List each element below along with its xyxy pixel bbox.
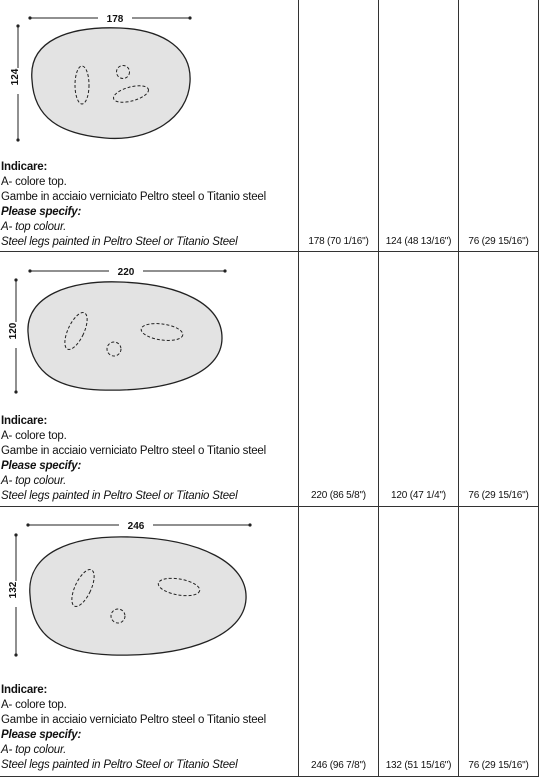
height-cell: 76 (29 15/16") bbox=[468, 760, 529, 771]
depth-cell: 120 (47 1/4") bbox=[391, 490, 446, 501]
order-notes bbox=[1, 683, 266, 773]
note-heading-italian: Indicare: bbox=[1, 415, 48, 427]
note-line: A- colore top. bbox=[1, 430, 67, 442]
depth-dimension-label: 124 bbox=[10, 68, 21, 86]
note-line: Gambe in acciaio verniciato Peltro steel o Titanio steel bbox=[1, 714, 266, 726]
table-top-diagram bbox=[0, 0, 298, 160]
note-line: A- top colour. bbox=[1, 475, 67, 487]
note-heading-english: Please specify: bbox=[1, 206, 82, 218]
note-line: Steel legs painted in Peltro Steel or Titanio Steel bbox=[1, 759, 238, 771]
width-cell: 246 (96 7/8") bbox=[311, 760, 366, 771]
width-cell: 178 (70 1/16") bbox=[308, 236, 369, 247]
note-line: Steel legs painted in Peltro Steel or Titanio Steel bbox=[1, 490, 238, 502]
note-heading-italian: Indicare: bbox=[1, 684, 48, 696]
note-line: Gambe in acciaio verniciato Peltro steel o Titanio steel bbox=[1, 445, 266, 457]
height-cell: 76 (29 15/16") bbox=[468, 236, 529, 247]
height-cell: 76 (29 15/16") bbox=[468, 490, 529, 501]
product-row bbox=[0, 507, 539, 776]
order-notes bbox=[1, 160, 266, 250]
width-cell: 220 (86 5/8") bbox=[311, 490, 366, 501]
product-row bbox=[0, 0, 539, 251]
note-line: A- top colour. bbox=[1, 221, 67, 233]
table-top-shape bbox=[30, 537, 246, 655]
note-line: Steel legs painted in Peltro Steel or Titanio Steel bbox=[1, 236, 238, 248]
table-top-shape bbox=[28, 282, 222, 390]
note-line: A- colore top. bbox=[1, 176, 67, 188]
order-notes bbox=[1, 414, 266, 504]
width-dimension-label: 178 bbox=[106, 14, 124, 25]
depth-cell: 124 (48 13/16") bbox=[385, 236, 452, 247]
table-top-diagram bbox=[0, 252, 298, 412]
width-dimension-label: 220 bbox=[117, 267, 135, 278]
product-row bbox=[0, 252, 539, 506]
depth-cell: 132 (51 15/16") bbox=[385, 760, 452, 771]
depth-dimension-label: 120 bbox=[8, 322, 19, 340]
note-line: A- colore top. bbox=[1, 699, 67, 711]
depth-dimension-label: 132 bbox=[8, 581, 19, 599]
table-top-diagram bbox=[0, 507, 298, 677]
note-line: Gambe in acciaio verniciato Peltro steel o Titanio steel bbox=[1, 191, 266, 203]
table-top-shape bbox=[32, 28, 190, 139]
note-heading-english: Please specify: bbox=[1, 729, 82, 741]
note-heading-italian: Indicare: bbox=[1, 161, 48, 173]
note-line: A- top colour. bbox=[1, 744, 67, 756]
width-dimension-label: 246 bbox=[127, 521, 145, 532]
note-heading-english: Please specify: bbox=[1, 460, 82, 472]
